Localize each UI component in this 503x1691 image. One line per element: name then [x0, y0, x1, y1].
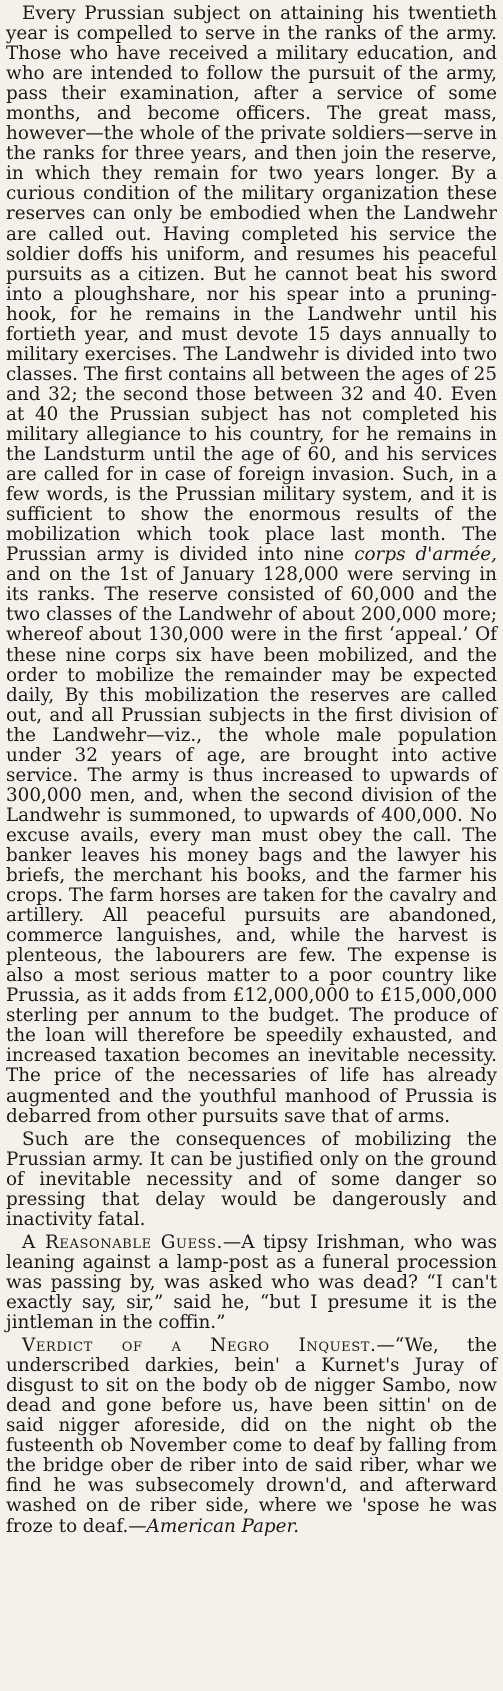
item-source-credit: American Paper.: [146, 1515, 300, 1537]
article-paragraph-1: [6, 4, 497, 1127]
item-heading-reasonable-guess: A Reasonable Guess.: [22, 1231, 223, 1253]
item-negro-inquest: [6, 1336, 497, 1536]
item-reasonable-guess: [6, 1233, 497, 1333]
text-column: [6, 4, 497, 1537]
paragraph-1-continuation: and on the 1st of January 128,000 were serving in its ranks. The reserve consisted of 60,000 and the two classes of the Landwehr of about 200,000 more; whereof about 130,000 were in the first ‘appeal.’ Of these nine corps six have been mobilized, and the order to mobilize the remainder may be expected daily, By this mobilization the reserves are called out, and all Prussian subjects in the first division of the Landwehr—viz., the whole male population under 32 years of age, are brought into active service. The army is thus increased to upwards of 300,000 men, and, when the second division of the Landwehr is summoned, to upwards of 400,000. No excuse avails, every man must obey the call. The banker leaves his money bags and the lawyer his briefs, the merchant his books, and the farmer his crops. The farm horses are taken for the cavalry and artillery. All peaceful pursuits are abandoned, commerce languishes, and, while the harvest is plenteous, the labourers are few. The expense is also a most serious matter to a poor country like Prussia, as it adds from £12,000,000 to £15,000,000 sterling per annum to the budget. The produce of the loan will therefore be speedily exhausted, and increased taxation becomes an inevitable necessity. The price of the necessaries of life has already augmented and the youthful manhood of Prussia is debarred from other pursuits save that of arms.: [6, 564, 497, 1127]
paragraph-1-text: Every Prussian subject on attaining his twentieth year is compelled to serve in the ranks of the army. Those who have received a military education, and who are intended to follow the pursuit of the army, pass their examination, after a service of some months, and become officers. The great mass, however—the whole of the private soldiers—serve in the ranks for three years, and then join the reserve, in which they remain for two years longer. By a curious condition of the military organization these reserves can only be embodied when the Landwehr are called out. Having completed his service the soldier doffs his uniform, and resumes his peaceful pursuits as a citizen. But he cannot beat his sword into a ploughshare, nor his spear into a pruning-hook, for he remains in the Landwehr until his fortieth year, and must devote 15 days annually to military exercises. The Landwehr is divided into two classes. The first contains all between the ages of 25 and 32; the second those between 32 and 40. Even at 40 the Prussian subject has not completed his military allegiance to his country, for he remains in the Landsturm until the age of 60, and his services are called for in case of foreign invasion. Such, in a few words, is the Prussian military system, and it is sufficient to show the enormous results of the mobilization which took place last month. The Prussian army is divided into nine: [6, 3, 497, 566]
item-body-reasonable-guess: —A tipsy Irishman, who was leaning against a lamp-post as a funeral procession was passing by, was asked who was dead? “I can't exactly say, sir,” said he, “but I presume it is the jintleman in the coffin.”: [6, 1231, 497, 1334]
corps-darmee-phrase: corps d'armée,: [354, 544, 497, 566]
paragraph-2-text: Such are the consequences of mobilizing the Prussian army. It can be justified only on the ground of inevitable necessity and of some danger so pressing that delay would be dangerously and inactivity fatal.: [6, 1128, 497, 1230]
article-paragraph-2: [6, 1130, 497, 1230]
item-body-negro-inquest: —“We, the underscribed darkies, bein' a Kurnet's Juray of disgust to sit on the body ob de nigger Sambo, now dead and gone before us, have been sittin' on de said nigger aforeside, did on the night ob the fusteenth ob November come to deaf by falling from the bridge ober de riber into de said riber, whar we find he was subsecomely drown'd, and afterward washed on de riber side, where we 'spose he was froze to deaf.—: [6, 1335, 497, 1537]
item-heading-negro-inquest: Verdict of a Negro Inquest.: [22, 1335, 377, 1357]
